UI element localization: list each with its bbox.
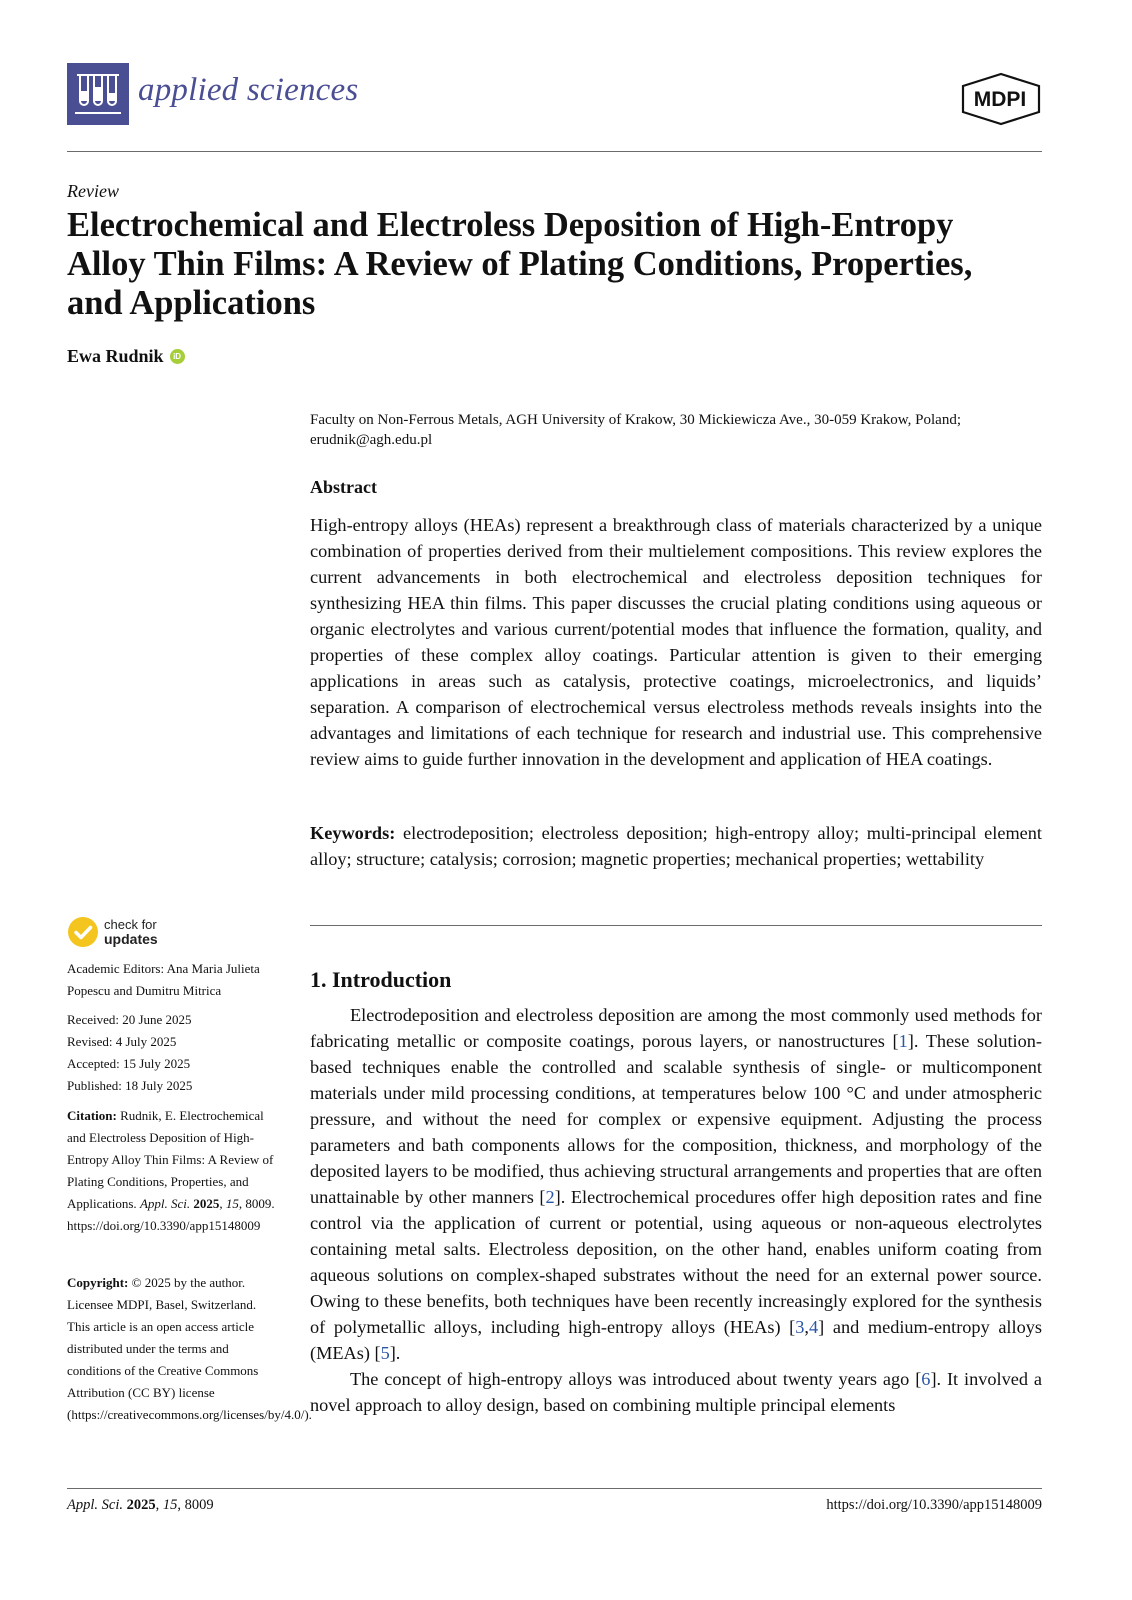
keywords bbox=[310, 820, 1042, 872]
citation-link[interactable]: 1 bbox=[898, 1031, 908, 1051]
article-type: Review bbox=[67, 181, 119, 201]
citation-link[interactable]: 6 bbox=[921, 1369, 931, 1389]
text-run: The concept of high-entropy alloys was introduced about twenty years ago [ bbox=[350, 1369, 922, 1389]
check-for-updates-label bbox=[104, 918, 158, 946]
title-line: Alloy Thin Films: A Review of Plating Conditions, Properties, bbox=[67, 245, 973, 283]
text-run: Electrodeposition and electroless deposition are among the most commonly used methods for fabricating metallic or composite coatings, porous layers, or nanostructures [ bbox=[310, 1005, 1042, 1051]
journal-logo-icon bbox=[67, 63, 129, 125]
text-run: ]. These solution-based techniques enable the controlled and scalable synthesis of single- or multicomponent materials under mild processing conditions, at temperatures below 100 °C and under atmospheric pressure, and without the need for complex or expensive equipment. Adjusting the process parameters and bath components allows for the composition, thickness, and morphology of the deposited layers to be modified, thus achieving structural arrangements and properties that are often unattainable by other manners [ bbox=[310, 1031, 1042, 1207]
footer-divider bbox=[67, 1488, 1042, 1489]
received-date: Received: 20 June 2025 bbox=[67, 1012, 192, 1027]
introduction-body bbox=[310, 1002, 1042, 1418]
paragraph bbox=[310, 1002, 1042, 1366]
check-label-line: check for bbox=[104, 917, 157, 932]
text-run: ] and medium-entropy alloys (MEAs) [ bbox=[310, 1317, 1042, 1363]
citation-link[interactable]: 3 bbox=[795, 1317, 805, 1337]
section-heading: 1. Introduction bbox=[310, 967, 452, 992]
citation-link[interactable]: 4 bbox=[809, 1317, 819, 1337]
revised-date: Revised: 4 July 2025 bbox=[67, 1034, 177, 1049]
text-run: , bbox=[804, 1317, 809, 1337]
title-line: Electrochemical and Electroless Deposition of High-Entropy bbox=[67, 206, 954, 244]
citation-volume: 15 bbox=[225, 1196, 239, 1211]
footer-article-number: , 8009 bbox=[177, 1497, 214, 1513]
check-for-updates-badge[interactable] bbox=[67, 916, 158, 948]
journal-name[interactable]: applied sciences bbox=[138, 72, 359, 108]
check-label-line: updates bbox=[104, 931, 158, 947]
academic-editors: Academic Editors: Ana Maria Julieta Popescu and Dumitru Mitrica bbox=[67, 961, 260, 998]
author-email[interactable]: erudnik@agh.edu.pl bbox=[310, 432, 433, 448]
footer-journal: Appl. Sci. bbox=[67, 1497, 123, 1513]
text-run: ]. Electrochemical procedures offer high deposition rates and fine control via the application of current or potential, using aqueous or non-aqueous electrolytes containing metal salts. Electroless deposition, on the other hand, enables uniform coating from aqueous solutions on complex-shaped substrates without the need for an external power source. Owing to these benefits, both techniques have been recently increasingly explored for the synthesis of polymetallic alloys, including high-entropy alloys (HEAs) [ bbox=[310, 1187, 1042, 1337]
citation-block: Citation: Rudnik, E. Electrochemical and Electroless Deposition of High-Entropy Alloy Thin Films: A Review of Plating Conditions, Properties, and Applications. Appl. Sci. 2025, 15, 8009. https://doi.org/10.3390/app15148009 bbox=[67, 1108, 275, 1233]
header-divider bbox=[67, 151, 1042, 152]
copyright-block bbox=[67, 1272, 312, 1426]
affiliation bbox=[310, 410, 1042, 450]
published-date: Published: 18 July 2025 bbox=[67, 1078, 193, 1093]
copyright-text: © 2025 by the author. Licensee MDPI, Basel, Switzerland. This article is an open access article distributed under the terms and conditions of the Creative Commons Attribution (CC BY) license (https://creativecommons.org/licenses/by/4.0/). bbox=[67, 1275, 312, 1422]
citation-journal: Appl. Sci. bbox=[139, 1196, 191, 1211]
citation-link[interactable]: 5 bbox=[380, 1343, 390, 1363]
author-name: Ewa Rudnik bbox=[67, 346, 164, 366]
mdpi-logo-icon[interactable] bbox=[960, 72, 1042, 126]
citation-link[interactable]: 2 bbox=[545, 1187, 555, 1207]
publisher-name: MDPI bbox=[973, 88, 1027, 111]
citation-label: Citation: bbox=[67, 1108, 117, 1123]
abstract-text: High-entropy alloys (HEAs) represent a breakthrough class of materials characterized by a unique combination of properties derived from their multielement compositions. This review explores the current advancements in both electrochemical and electroless deposition techniques for synthesizing HEA thin films. This paper discusses the crucial plating conditions using aqueous or organic electrolytes and various current/potential modes that influence the formation, quality, and properties of these complex alloy coatings. Particular attention is given to their emerging applications in areas such as catalysis, protective coatings, microelectronics, and liquids’ separation. A comparison of electrochemical versus electroless methods reveals insights into the advantages and limitations of each technique for research and industrial use. This comprehensive review aims to guide further innovation in the development and application of HEA coatings. bbox=[310, 515, 1042, 769]
text-run: ]. It involved a novel approach to alloy design, based on combining multiple principal elements bbox=[310, 1369, 1042, 1415]
abstract-divider bbox=[310, 925, 1042, 926]
citation-text: Rudnik, E. Electrochemical and Electroless Deposition of High-Entropy Alloy Thin Films: A Review of Plating Conditions, Properties, and Applications. bbox=[67, 1108, 274, 1211]
copyright-label: Copyright: bbox=[67, 1275, 129, 1290]
footer-year: 2025 bbox=[126, 1497, 156, 1513]
article-title bbox=[67, 206, 1047, 323]
paragraph bbox=[310, 1366, 1042, 1418]
title-line: and Applications bbox=[67, 284, 316, 322]
abstract-heading: Abstract bbox=[310, 477, 377, 497]
footer-volume: 15 bbox=[162, 1497, 178, 1513]
keywords-list: electrodeposition; electroless deposition; high-entropy alloy; multi-principal element alloy; structure; catalysis; corrosion; magnetic properties; mechanical properties; wettability bbox=[310, 823, 1043, 869]
text-run: ]. bbox=[389, 1343, 401, 1363]
check-for-updates-icon bbox=[67, 916, 99, 948]
publication-dates bbox=[67, 1009, 282, 1097]
citation-doi[interactable]: , 8009. https://doi.org/10.3390/app15148009 bbox=[67, 1196, 275, 1233]
citation-year: 2025 bbox=[193, 1196, 220, 1211]
orcid-icon[interactable]: iD bbox=[170, 349, 185, 364]
footer-doi-link[interactable]: https://doi.org/10.3390/app15148009 bbox=[826, 1497, 1042, 1513]
keywords-label: Keywords: bbox=[310, 823, 396, 843]
author-line bbox=[67, 346, 185, 367]
affiliation-line: Faculty on Non-Ferrous Metals, AGH University of Krakow, 30 Mickiewicza Ave., 30-059 Krakow, Poland; bbox=[310, 412, 961, 428]
footer-citation: Appl. Sci. 2025, 15, 8009 bbox=[67, 1497, 214, 1513]
accepted-date: Accepted: 15 July 2025 bbox=[67, 1056, 191, 1071]
